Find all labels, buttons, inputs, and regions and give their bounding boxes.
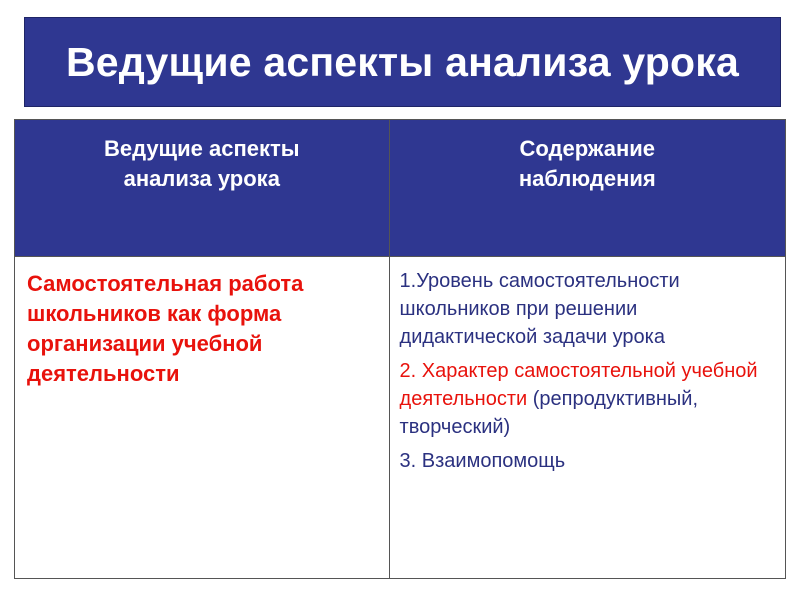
list-item [400,447,779,475]
list-item [400,357,779,441]
observation-cell [389,257,785,579]
list-item [400,267,779,351]
table-header-row [15,120,786,257]
aspect-cell [15,257,390,579]
header-aspects-line1: Ведущие аспекты [103,136,300,161]
item-3-text: 3. Взаимопомощь [399,450,566,472]
header-content [389,120,785,257]
aspects-table [14,119,786,579]
aspect-text: Самостоятельная работа школьников как форма организации учебной деятельности [27,271,304,386]
header-content-line1: Содержание [519,136,656,161]
table-row [15,257,786,579]
header-aspects [15,120,390,257]
item-1-prefix: 1.Уровень [399,270,494,292]
header-content-line2: наблюдения [518,166,656,191]
header-aspects-line2: анализа урока [123,166,280,191]
item-2-prefix: 2. Характер самостоятельной учебной деятельности [399,360,758,410]
title-bar [24,17,781,107]
item-1-text: самостоятельности школьников при решении дидактической задачи урока [399,270,680,348]
item-2-text: (репродуктивный, творческий) [399,388,699,438]
page-title: Ведущие аспекты анализа урока [65,38,740,85]
